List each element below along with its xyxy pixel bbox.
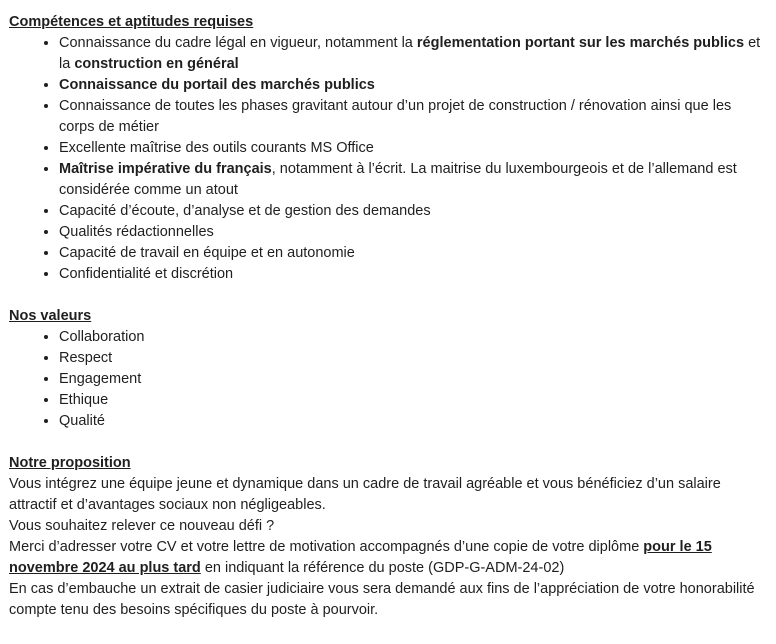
list-item: • Connaissance du cadre légal en vigueur, notamment la réglementation portant sur les marchés publics et la construction en général (59, 33, 762, 75)
proposition-question: Vous souhaitez relever ce nouveau défi ? (9, 518, 275, 534)
list-item: • Collaboration (59, 327, 762, 348)
deadline: pour le 15 novembre 2024 au plus tard (9, 539, 712, 576)
list-item: • Excellente maîtrise des outils courants MS Office (59, 138, 762, 159)
list-item: • Maîtrise impérative du français, notamment à l’écrit. La maitrise du luxembourgeois et de l’allemand est considérée comme un atout (59, 159, 762, 201)
list-item: • Capacité d’écoute, d’analyse et de gestion des demandes (59, 201, 762, 222)
list-item: • Connaissance de toutes les phases gravitant autour d’un projet de construction / rénovation ainsi que les corps de métier (59, 96, 762, 138)
list-item: • Qualité (59, 411, 762, 432)
application-instructions: Merci d’adresser votre CV et votre lettre de motivation accompagnés d’une copie de votre diplôme pour le 15 novembre 2024 au plus tard en indiquant la référence du poste (GDP-G-ADM-24-02) (9, 539, 712, 576)
list-item: • Engagement (59, 369, 762, 390)
spacer (9, 285, 762, 306)
spacer (9, 432, 762, 453)
list-item: • Respect (59, 348, 762, 369)
list-item: • Confidentialité et discrétion (59, 264, 762, 285)
list-item: • Connaissance du portail des marchés publics (59, 75, 762, 96)
valeurs-heading: Nos valeurs (9, 308, 92, 324)
competences-list (9, 33, 762, 285)
valeurs-list (9, 327, 762, 432)
proposition-heading: Notre proposition (9, 455, 131, 471)
list-item: • Qualités rédactionnelles (59, 222, 762, 243)
background-check-note: En cas d’embauche un extrait de casier judiciaire vous sera demandé aux fins de l’appréciation de votre honorabilité compte tenu des besoins spécifiques du poste à pourvoir. (9, 581, 755, 618)
list-item: • Capacité de travail en équipe et en autonomie (59, 243, 762, 264)
proposition-paragraph: Vous intégrez une équipe jeune et dynamique dans un cadre de travail agréable et vous bénéficiez d’un salaire attractif et d’avantages sociaux non négligeables. (9, 476, 721, 513)
list-item: • Ethique (59, 390, 762, 411)
competences-heading: Compétences et aptitudes requises (9, 14, 254, 30)
